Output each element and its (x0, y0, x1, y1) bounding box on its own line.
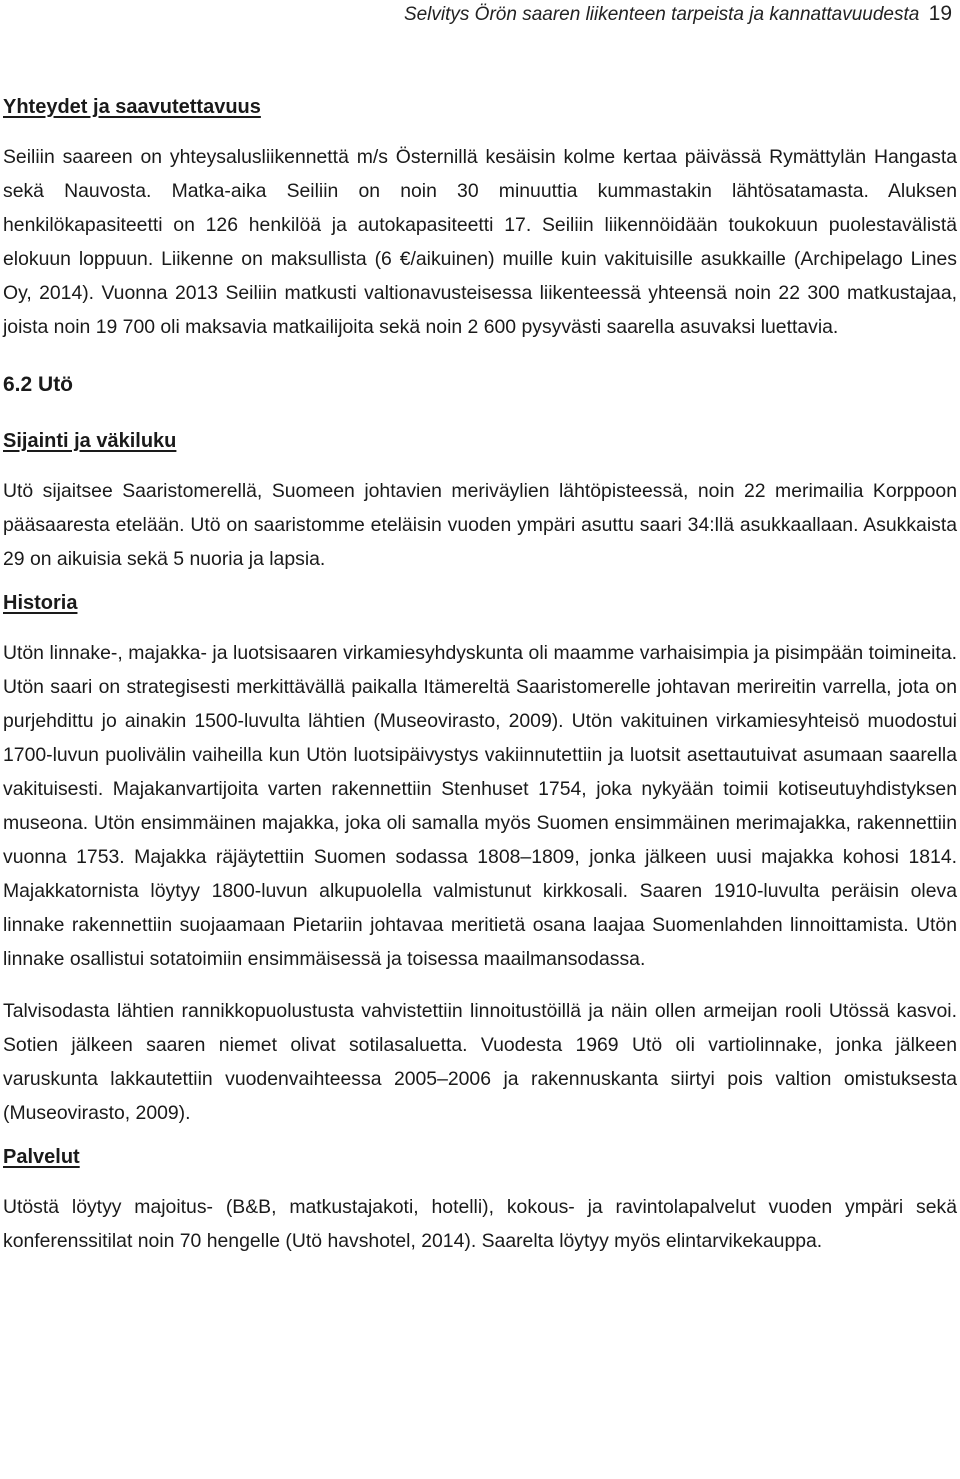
paragraph-palvelut: Utöstä löytyy majoitus- (B&B, matkustajakoti, hotelli), kokous- ja ravintolapalvelut vuoden ympäri sekä konferenssitilat noin 70 hengelle (Utö havshotel, 2014). Saarelta löytyy myös elintarvikekauppa. (3, 1196, 957, 1252)
header-title: Selvitys Örön saaren liikenteen tarpeista ja kannattavuudesta (403, 4, 920, 25)
section-heading-historia: Historia (3, 592, 78, 614)
page-content (3, 92, 957, 1258)
running-header (404, 2, 952, 27)
section-heading-palvelut: Palvelut (3, 1146, 80, 1168)
paragraph-historia-1: Utön linnake-, majakka- ja luotsisaaren virkamiesyhdyskunta oli maamme varhaisimpia ja pisimpään toimineita. Utön saari on strategisesti merkittävällä paikalla Itämereltä Saaristomerelle johtavan merireitin varrella, jota on purjehdittu jo ainakin 1500-luvulta lähtien (Museovirasto, 2009). Utön vakituinen virkamiesyhteisö muodostui 1700-luvun puolivälin vaiheilla kun Utön luotsipäivystys vakiinnutettiin ja luotsit asettautuivat asumaan saarella vakituisesti. Majakanvartijoita varten rakennettiin Stenhuset 1754, joka nykyään toimii kotiseutuyhdistyksen museona. Utön ensimmäinen majakka, joka oli samalla myös Suomen ensimmäinen merimajakka, rakennettiin vuonna 1753. Majakka räjäytettiin Suomen sodassa 1808–1809, jonka jälkeen uusi majakka kohosi 1814. Majakkatornista löytyy 1800-luvun alkupuolella valmistunut kirkkosali. Saaren 1910-luvulta peräisin oleva linnake rakennettiin suojaamaan Pietariin johtavaa meritietä osana laajaa Suomenlahden linnoittamista. Utön linnake osallistui sotatoimiin ensimmäisessä ja toisessa maailmansodassa. (3, 642, 957, 970)
page-number: 19 (928, 2, 952, 25)
paragraph-historia-2: Talvisodasta lähtien rannikkopuolustusta vahvistettiin linnoitustöillä ja näin ollen armeijan rooli Utössä kasvoi. Sotien jälkeen saaren niemet olivat sotilasaluetta. Vuodesta 1969 Utö oli vartiolinnake, jonka jälkeen varuskunta lakkautettiin vuodenvaihteessa 2005–2006 ja rakennuskanta siirtyi pois valtion omistuksesta (Museovirasto, 2009). (3, 1000, 957, 1124)
section-heading-sijainti: Sijainti ja väkiluku (3, 430, 177, 452)
section-heading-yhteydet: Yhteydet ja saavutettavuus (3, 96, 261, 118)
paragraph-sijainti: Utö sijaitsee Saaristomerellä, Suomeen johtavien meriväylien lähtöpisteessä, noin 22 merimailia Korppoon pääsaaresta etelään. Utö on saaristomme eteläisin vuoden ympäri asuttu saari 34:llä asukkaallaan. Asukkaista 29 on aikuisia sekä 5 nuoria ja lapsia. (3, 480, 957, 570)
chapter-heading-uto: 6.2 Utö (3, 373, 74, 396)
paragraph-yhteydet: Seiliin saareen on yhteysalusliikennettä m/s Östernillä kesäisin kolme kertaa päivässä Rymättylän Hangasta sekä Nauvosta. Matka-aika Seiliin on noin 30 minuuttia kummastakin lähtösatamasta. Aluksen henkilökapasiteetti on 126 henkilöä ja autokapasiteetti 17. Seiliin liikennöidään toukokuun puolestavälistä elokuun loppuun. Liikenne on maksullista (6 €/aikuinen) muille kuin vakituisille asukkaille (Archipelago Lines Oy, 2014). Vuonna 2013 Seiliin matkusti valtionavusteisessa liikenteessä yhteensä noin 22 300 matkustajaa, joista noin 19 700 oli maksavia matkailijoita sekä noin 2 600 pysyvästi saarella asuvaksi luettavia. (3, 146, 957, 338)
